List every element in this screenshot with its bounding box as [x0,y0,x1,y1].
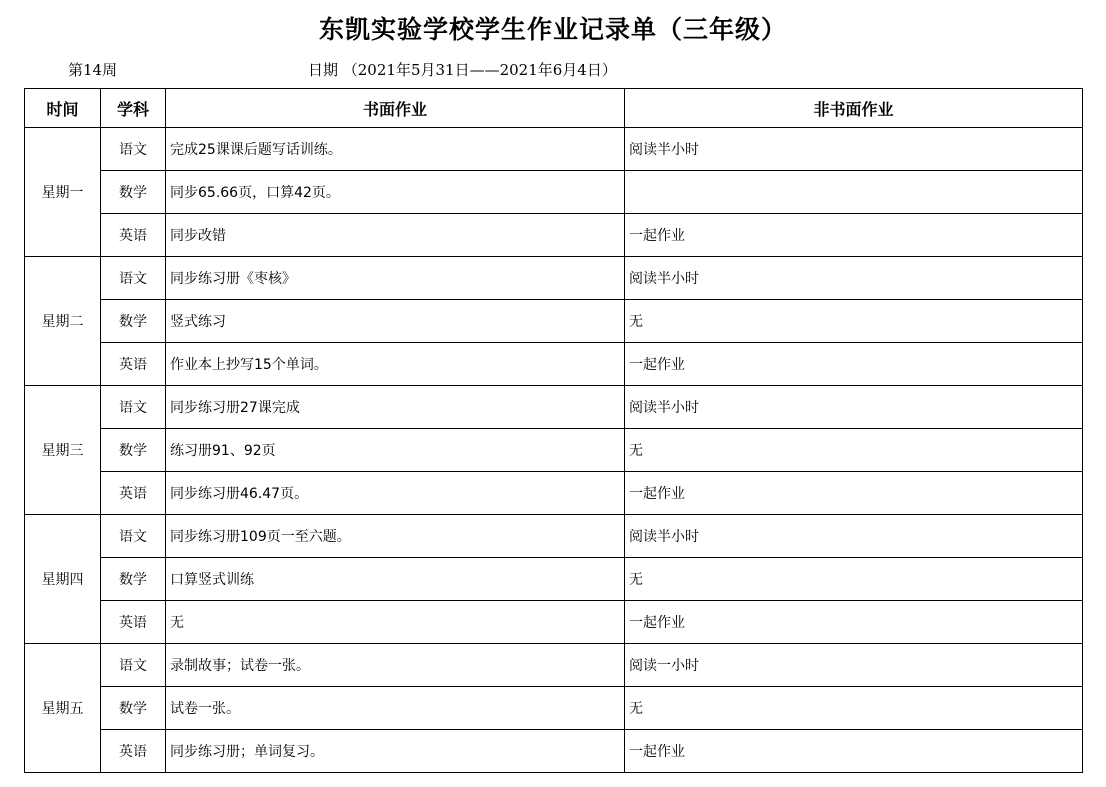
subject-cell: 语文 [101,386,166,429]
nonwritten-homework-cell: 无 [625,300,1083,343]
day-cell: 星期一 [25,128,101,257]
subject-cell: 数学 [101,558,166,601]
nonwritten-homework-cell: 阅读半小时 [625,257,1083,300]
date-range: 日期 （2021年5月31日——2021年6月4日） [308,61,617,79]
written-homework-cell: 同步练习册109页一至六题。 [166,515,625,558]
nonwritten-homework-cell [625,171,1083,214]
table-row [25,128,1083,171]
nonwritten-homework-cell: 阅读半小时 [625,386,1083,429]
written-homework-cell: 同步练习册46.47页。 [166,472,625,515]
subject-cell: 语文 [101,515,166,558]
table-body [25,128,1083,773]
day-cell: 星期四 [25,515,101,644]
table-row [25,429,1083,472]
table-row [25,171,1083,214]
written-homework-cell: 录制故事；试卷一张。 [166,644,625,687]
written-homework-cell: 同步练习册《枣核》 [166,257,625,300]
nonwritten-homework-cell: 一起作业 [625,214,1083,257]
subject-cell: 英语 [101,343,166,386]
nonwritten-homework-cell: 阅读一小时 [625,644,1083,687]
page-title: 东凯实验学校学生作业记录单（三年级） [318,15,787,44]
nonwritten-homework-cell: 无 [625,429,1083,472]
written-homework-cell: 无 [166,601,625,644]
table-row [25,343,1083,386]
header-time: 时间 [25,89,101,128]
written-homework-cell: 试卷一张。 [166,687,625,730]
table-row [25,687,1083,730]
table-row [25,300,1083,343]
nonwritten-homework-cell: 阅读半小时 [625,515,1083,558]
nonwritten-homework-cell: 无 [625,687,1083,730]
table-row [25,730,1083,773]
nonwritten-homework-cell: 一起作业 [625,472,1083,515]
table-row [25,644,1083,687]
day-cell: 星期二 [25,257,101,386]
table-row [25,558,1083,601]
table-row [25,257,1083,300]
written-homework-cell: 同步65.66页，口算42页。 [166,171,625,214]
subject-cell: 语文 [101,128,166,171]
table-row [25,214,1083,257]
subject-cell: 数学 [101,300,166,343]
table-row [25,386,1083,429]
header-written: 书面作业 [166,89,625,128]
table-row [25,515,1083,558]
subject-cell: 英语 [101,472,166,515]
nonwritten-homework-cell: 一起作业 [625,730,1083,773]
header-subject: 学科 [101,89,166,128]
nonwritten-homework-cell: 一起作业 [625,601,1083,644]
nonwritten-homework-cell: 无 [625,558,1083,601]
written-homework-cell: 同步练习册27课完成 [166,386,625,429]
nonwritten-homework-cell: 一起作业 [625,343,1083,386]
table-row [25,472,1083,515]
written-homework-cell: 同步练习册；单词复习。 [166,730,625,773]
written-homework-cell: 完成25课课后题写话训练。 [166,128,625,171]
day-cell: 星期五 [25,644,101,773]
header-nonwritten: 非书面作业 [625,89,1083,128]
written-homework-cell: 竖式练习 [166,300,625,343]
subject-cell: 语文 [101,644,166,687]
subject-cell: 英语 [101,730,166,773]
subject-cell: 英语 [101,601,166,644]
homework-table [24,88,1083,773]
nonwritten-homework-cell: 阅读半小时 [625,128,1083,171]
subject-cell: 语文 [101,257,166,300]
written-homework-cell: 口算竖式训练 [166,558,625,601]
subject-cell: 数学 [101,687,166,730]
written-homework-cell: 同步改错 [166,214,625,257]
day-cell: 星期三 [25,386,101,515]
table-row [25,601,1083,644]
table-header-row [25,89,1083,128]
week-label: 第14周 [68,61,118,79]
subject-cell: 数学 [101,429,166,472]
subject-cell: 数学 [101,171,166,214]
subject-cell: 英语 [101,214,166,257]
written-homework-cell: 作业本上抄写15个单词。 [166,343,625,386]
written-homework-cell: 练习册91、92页 [166,429,625,472]
